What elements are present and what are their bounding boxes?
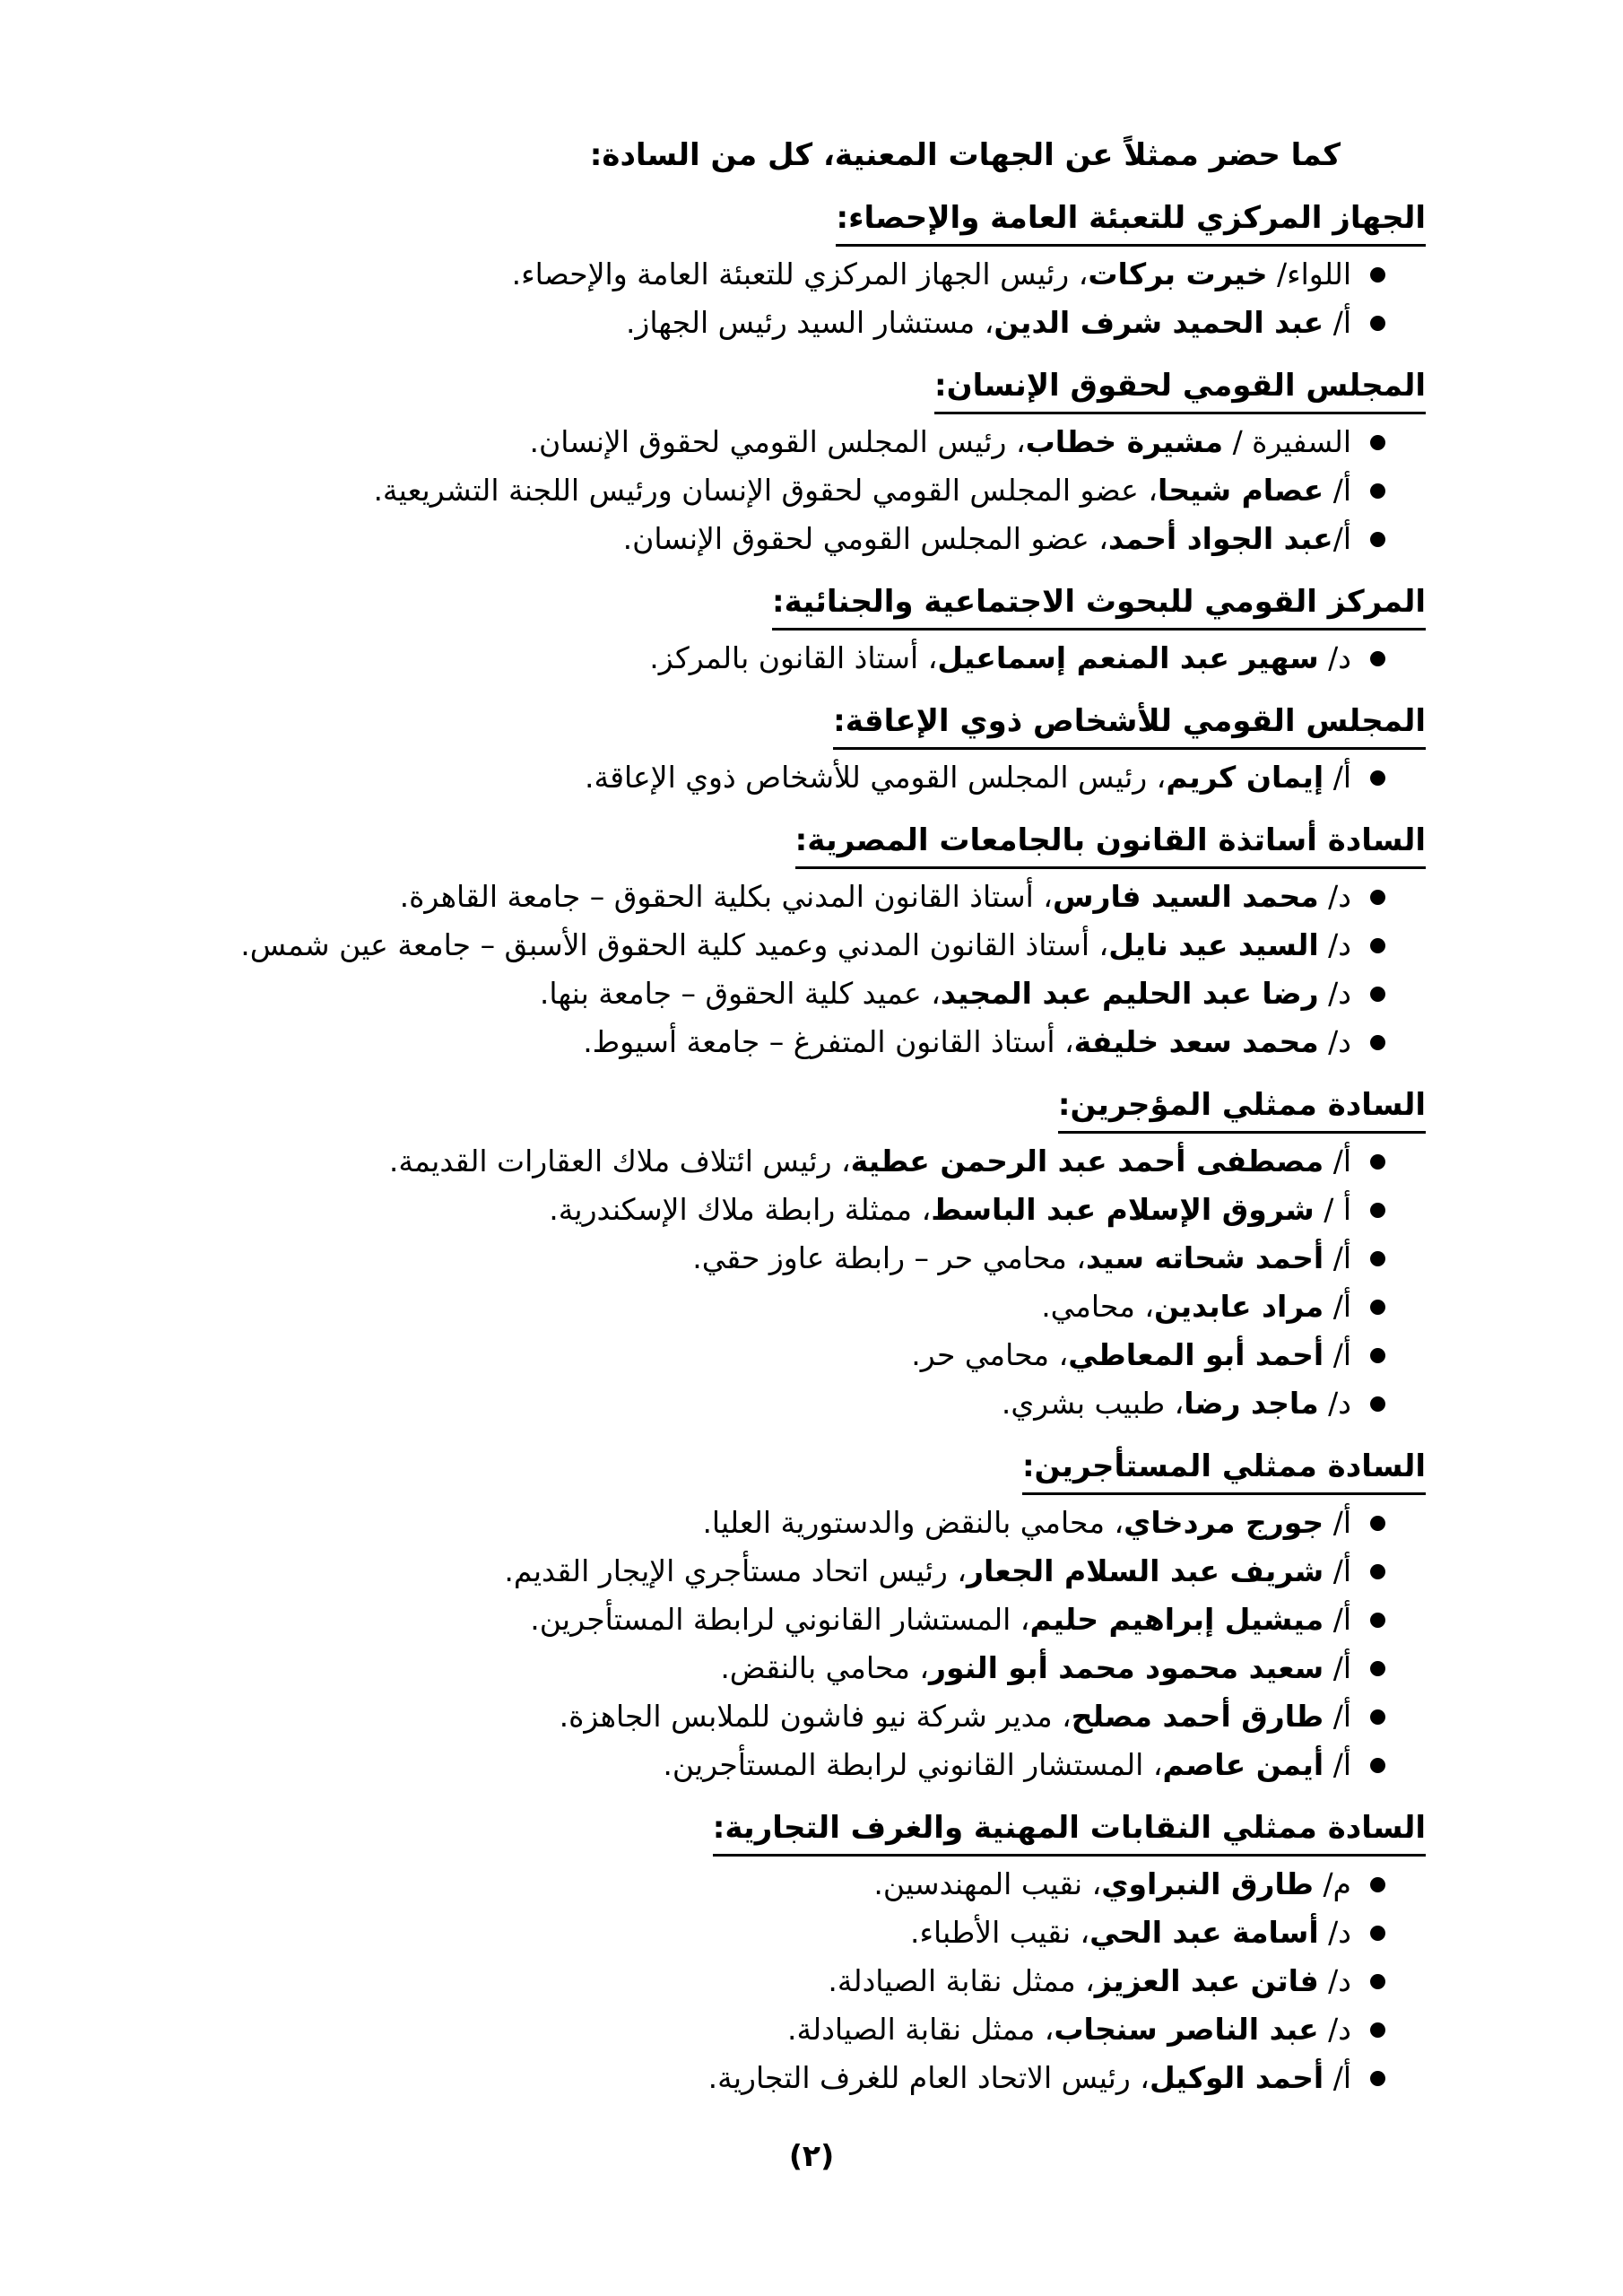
list-item-text [626, 299, 1351, 347]
section-heading: السادة ممثلي المستأجرين: [1022, 1444, 1426, 1495]
member-description: ، محامي بالنقض والدستورية العليا. [702, 1505, 1124, 1540]
member-prefix: د/ [1318, 976, 1351, 1011]
list-item-text [910, 1909, 1351, 1957]
list-item-text [663, 1741, 1351, 1789]
member-name: أحمد شحاته سيد [1085, 1240, 1324, 1275]
list-item [204, 1499, 1426, 1547]
member-name: عبد الجواد أحمد [1107, 521, 1333, 556]
member-name: محمد السيد فارس [1052, 879, 1319, 914]
member-description: ، محامي حر. [911, 1337, 1069, 1372]
list-item-text [623, 515, 1351, 563]
member-description: ، عضو المجلس القومي لحقوق الإنسان ورئيس اللجنة التشريعية. [373, 473, 1158, 508]
bullet-icon [1370, 1661, 1385, 1676]
section-heading: المجلس القومي للأشخاص ذوي الإعاقة: [833, 699, 1426, 750]
member-prefix: أ/ [1332, 521, 1351, 556]
member-name: مشيرة خطاب [1025, 424, 1224, 459]
list-item-text [540, 970, 1351, 1018]
member-prefix: أ/ [1324, 1240, 1351, 1275]
bullet-icon [1370, 267, 1385, 283]
bullet-icon [1370, 316, 1385, 331]
member-prefix: أ/ [1324, 1144, 1351, 1178]
section-items [204, 634, 1426, 683]
member-name: مراد عابدين [1154, 1289, 1324, 1324]
bullet-icon [1370, 483, 1385, 499]
member-description: ، رئيس الجهاز المركزي للتعبئة العامة والإحصاء. [511, 257, 1089, 291]
member-prefix: أ / [1314, 1192, 1351, 1227]
list-item-text [549, 1186, 1351, 1234]
member-description: ، محامي. [1041, 1289, 1155, 1324]
member-name: ميشيل إبراهيم حليم [1029, 1602, 1324, 1637]
member-description: ، أستاذ القانون بالمركز. [649, 640, 938, 675]
member-description: ، رئيس الاتحاد العام للغرف التجارية. [707, 2060, 1150, 2095]
section [204, 818, 1426, 1066]
list-item-text [1041, 1283, 1351, 1331]
list-item [204, 1692, 1426, 1741]
member-name: محمد سعد خليفة [1073, 1024, 1319, 1059]
member-description: ، رئيس ائتلاف ملاك العقارات القديمة. [388, 1144, 851, 1178]
list-item [204, 873, 1426, 921]
list-item [204, 1957, 1426, 2005]
list-item [204, 1331, 1426, 1379]
bullet-icon [1370, 532, 1385, 547]
bullet-icon [1370, 1203, 1385, 1218]
member-description: ، ممثلة رابطة ملاك الإسكندرية. [549, 1192, 932, 1227]
section-items [204, 1860, 1426, 2102]
member-prefix: د/ [1318, 1024, 1351, 1059]
bullet-icon [1370, 1154, 1385, 1170]
bullet-icon [1370, 651, 1385, 666]
list-item-text [240, 921, 1351, 970]
member-name: خيرت بركات [1088, 257, 1268, 291]
member-description: ، ممثل نقابة الصيادلة. [786, 2012, 1055, 2047]
member-prefix: د/ [1318, 879, 1351, 914]
list-item [204, 921, 1426, 970]
list-item [204, 1137, 1426, 1186]
list-item [204, 1547, 1426, 1596]
bullet-icon [1370, 1926, 1385, 1941]
member-name: سهير عبد المنعم إسماعيل [937, 640, 1319, 675]
member-name: فاتن عبد العزيز [1094, 1963, 1319, 1998]
list-item [204, 634, 1426, 683]
member-prefix: أ/ [1324, 305, 1351, 340]
section [204, 363, 1426, 563]
bullet-icon [1370, 770, 1385, 786]
section [204, 1444, 1426, 1789]
list-item-text [911, 1331, 1351, 1379]
member-prefix: أ/ [1324, 1650, 1351, 1685]
bullet-icon [1370, 435, 1385, 450]
member-prefix: أ/ [1324, 1553, 1351, 1588]
sections [204, 196, 1426, 2102]
member-prefix: اللواء/ [1267, 257, 1351, 291]
list-item-text [702, 1499, 1351, 1547]
member-prefix: د/ [1318, 1915, 1351, 1950]
list-item-text [708, 2054, 1351, 2102]
member-description: ، أستاذ القانون المدني وعميد كلية الحقوق الأسبق – جامعة عين شمس. [240, 927, 1109, 962]
member-description: ، عضو المجلس القومي لحقوق الإنسان. [622, 521, 1108, 556]
list-item [204, 1379, 1426, 1428]
list-item [204, 250, 1426, 299]
member-prefix: م/ [1313, 1866, 1351, 1901]
list-item [204, 466, 1426, 515]
member-description: ، المستشار القانوني لرابطة المستأجرين. [663, 1747, 1163, 1782]
member-description: ، مستشار السيد رئيس الجهاز. [625, 305, 994, 340]
member-prefix: أ/ [1324, 1747, 1351, 1782]
member-prefix: أ/ [1324, 760, 1351, 795]
list-item-text [389, 1137, 1351, 1186]
section-heading: السادة ممثلي النقابات المهنية والغرف التجارية: [713, 1805, 1426, 1857]
member-description: ، نقيب المهندسين. [873, 1866, 1102, 1901]
section-heading: الجهاز المركزي للتعبئة العامة والإحصاء: [836, 196, 1426, 247]
section-items [204, 250, 1426, 347]
list-item-text [828, 1957, 1351, 2005]
list-item-text [400, 873, 1351, 921]
member-description: ، عميد كلية الحقوق – جامعة بنها. [539, 976, 941, 1011]
bullet-icon [1370, 1516, 1385, 1531]
section [204, 1805, 1426, 2102]
member-description: ، مدير شركة نيو فاشون للملابس الجاهزة. [559, 1699, 1072, 1734]
bullet-icon [1370, 890, 1385, 905]
member-name: إيمان كريم [1166, 760, 1324, 795]
document-content [204, 131, 1426, 2102]
list-item [204, 1860, 1426, 1909]
list-item [204, 515, 1426, 563]
member-name: جورج مردخاي [1124, 1505, 1324, 1540]
list-item-text [504, 1547, 1351, 1596]
member-name: سعيد محمود محمد أبو النور [929, 1650, 1324, 1685]
member-name: السيد عيد نايل [1108, 927, 1319, 962]
member-prefix: د/ [1318, 640, 1351, 675]
section [204, 699, 1426, 802]
bullet-icon [1370, 1613, 1385, 1628]
member-name: ماجد رضا [1184, 1386, 1319, 1421]
list-item-text [373, 466, 1351, 515]
member-name: شريف عبد السلام الجعار [966, 1553, 1324, 1588]
section-heading: المجلس القومي لحقوق الإنسان: [934, 363, 1426, 414]
list-item-text [530, 1596, 1351, 1644]
member-name: أحمد الوكيل [1149, 2060, 1324, 2095]
member-name: عصام شيحا [1157, 473, 1324, 508]
member-description: ، رئيس المجلس القومي لحقوق الإنسان. [529, 424, 1026, 459]
bullet-icon [1370, 1758, 1385, 1773]
section-items [204, 753, 1426, 802]
member-name: طارق النبراوي [1101, 1866, 1314, 1901]
section [204, 196, 1426, 347]
bullet-icon [1370, 1348, 1385, 1363]
member-description: ، محامي حر – رابطة عاوز حقي. [692, 1240, 1086, 1275]
member-prefix: أ/ [1324, 1699, 1351, 1734]
member-description: ، رئيس اتحاد مستأجري الإيجار القديم. [504, 1553, 967, 1588]
page-number: (٢) [788, 2138, 835, 2173]
member-prefix: د/ [1318, 1386, 1351, 1421]
list-item-text [692, 1234, 1351, 1283]
member-description: ، أستاذ القانون المتفرغ – جامعة أسيوط. [583, 1024, 1074, 1059]
list-item [204, 1909, 1426, 1957]
bullet-icon [1370, 2071, 1385, 2086]
member-description: ، رئيس المجلس القومي للأشخاص ذوي الإعاقة. [585, 760, 1167, 795]
member-name: أسامة عبد الحي [1089, 1915, 1319, 1950]
member-description: ، طبيب بشري. [1001, 1386, 1185, 1421]
section-heading: السادة أساتذة القانون بالجامعات المصرية: [795, 818, 1426, 869]
bullet-icon [1370, 1035, 1385, 1050]
list-item [204, 1186, 1426, 1234]
bullet-icon [1370, 1396, 1385, 1412]
member-name: أيمن عاصم [1162, 1747, 1324, 1782]
list-item [204, 2054, 1426, 2102]
bullet-icon [1370, 1974, 1385, 1989]
list-item-text [873, 1860, 1351, 1909]
member-description: ، المستشار القانوني لرابطة المستأجرين. [530, 1602, 1030, 1637]
bullet-icon [1370, 938, 1385, 953]
section-items [204, 418, 1426, 563]
section-heading: السادة ممثلي المؤجرين: [1058, 1083, 1426, 1134]
list-item-text [530, 418, 1351, 466]
bullet-icon [1370, 1251, 1385, 1266]
member-name: مصطفى أحمد عبد الرحمن عطية [850, 1144, 1324, 1178]
list-item [204, 1644, 1426, 1692]
list-item [204, 299, 1426, 347]
member-description: ، محامي بالنقض. [720, 1650, 930, 1685]
list-item [204, 1018, 1426, 1066]
list-item [204, 970, 1426, 1018]
section-items [204, 1137, 1426, 1428]
list-item [204, 1283, 1426, 1331]
member-prefix: أ/ [1324, 1289, 1351, 1324]
member-prefix: أ/ [1324, 1505, 1351, 1540]
bullet-icon [1370, 987, 1385, 1002]
list-item-text [787, 2005, 1351, 2054]
member-prefix: أ/ [1324, 1602, 1351, 1637]
member-prefix: أ/ [1324, 473, 1351, 508]
member-prefix: د/ [1318, 1963, 1351, 1998]
list-item [204, 2005, 1426, 2054]
member-name: أحمد أبو المعاطي [1068, 1337, 1324, 1372]
list-item [204, 418, 1426, 466]
list-item-text [583, 1018, 1351, 1066]
list-item-text [585, 753, 1351, 802]
list-item [204, 1234, 1426, 1283]
member-prefix: أ/ [1324, 1337, 1351, 1372]
section [204, 1083, 1426, 1428]
section-heading: المركز القومي للبحوث الاجتماعية والجنائية: [772, 579, 1426, 631]
list-item-text [560, 1692, 1351, 1741]
member-name: رضا عبد الحليم عبد المجيد [940, 976, 1319, 1011]
member-description: ، ممثل نقابة الصيادلة. [828, 1963, 1095, 1998]
member-prefix: أ/ [1324, 2060, 1351, 2095]
member-prefix: د/ [1318, 927, 1351, 962]
bullet-icon [1370, 2022, 1385, 2038]
list-item [204, 1741, 1426, 1789]
bullet-icon [1370, 1300, 1385, 1315]
list-item [204, 1596, 1426, 1644]
member-description: ، نقيب الأطباء. [910, 1915, 1090, 1950]
list-item [204, 753, 1426, 802]
list-item-text [649, 634, 1351, 683]
list-item-text [720, 1644, 1351, 1692]
member-description: ، أستاذ القانون المدني بكلية الحقوق – جامعة القاهرة. [399, 879, 1053, 914]
section-items [204, 873, 1426, 1066]
member-name: عبد الناصر سنجاب [1054, 2012, 1319, 2047]
list-item-text [1002, 1379, 1351, 1428]
bullet-icon [1370, 1709, 1385, 1725]
document-title: كما حضر ممثلاً عن الجهات المعنية، كل من السادة: [589, 137, 1341, 173]
member-prefix: د/ [1318, 2012, 1351, 2047]
bullet-icon [1370, 1564, 1385, 1579]
member-name: عبد الحميد شرف الدين [994, 305, 1324, 340]
section [204, 579, 1426, 683]
section-items [204, 1499, 1426, 1789]
member-prefix: السفيرة / [1223, 424, 1351, 459]
list-item-text [512, 250, 1351, 299]
bullet-icon [1370, 1877, 1385, 1892]
member-name: طارق أحمد مصلح [1071, 1699, 1324, 1734]
member-name: شروق الإسلام عبد الباسط [931, 1192, 1315, 1227]
